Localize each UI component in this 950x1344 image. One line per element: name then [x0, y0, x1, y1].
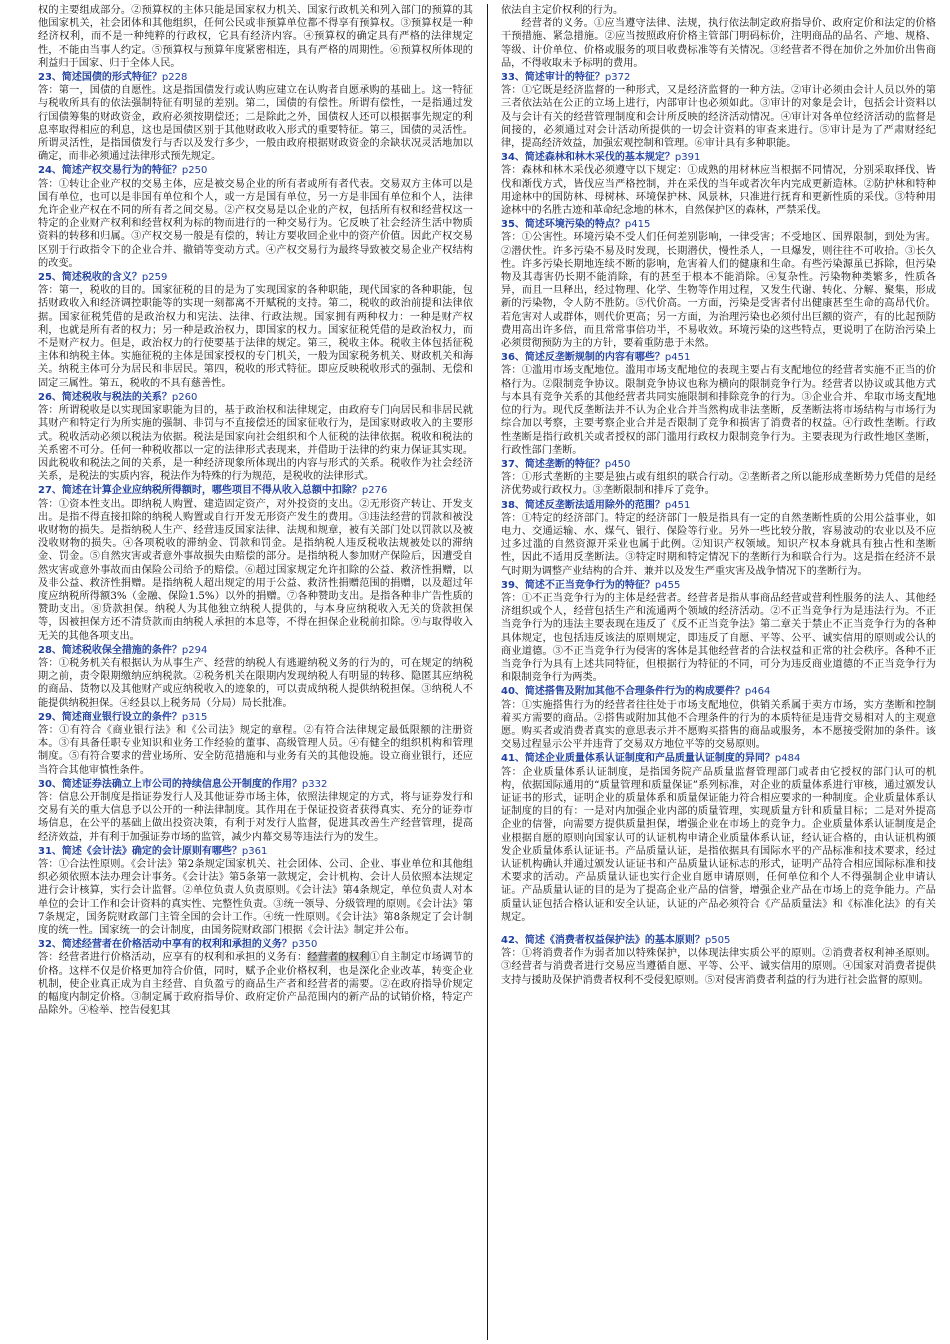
answer-text: 答：①转让企业产权的交易主体，应是被交易企业的所有者或所有者代表。交易双方主体可以是国有单位，也可以是非国有单位和个人，或一方是国有单位，另一方是非国有单位和个人，法律允许企业产权在不同的所有者之间交易。②产权交易是以企业的产权，包括所有权和经营权这一特定的企业财产权利和经营权利为标的物而进行的一种交易行为。它反映了社会经济生活中物质资料的转移和归属。③产权交易一般是有偿的，转让方要收回企业中的资产价值。因此产权交易区别于行政指令下的企业合并、撤销等变动方式。④产权交易行为最终导致被交易企业产权结构的改变。: [38, 178, 473, 269]
question-title-text: 24、简述产权交易行为的特征？: [38, 165, 182, 177]
page-ref: p276: [361, 485, 388, 497]
right-column: [501, 4, 936, 1340]
question-title: [38, 164, 473, 177]
page-ref: p260: [171, 391, 198, 403]
answer-text: 答：①合法性原则。《会计法》第2条规定国家机关、社会团体、公司、企业、事业单位和其他组织必须依照本法办理会计事务。《会计法》第5条第一款规定，会计机构、会计人员依照本法规定进行会计核算，实行会计监督。②单位负责人负责原则。《会计法》第4条规定，单位负责人对本单位的会计工作和会计资料的真实性、完整性负责。③统一领导、分级管理的原则。《会计法》第7条规定，国务院财政部门主管全国的会计工作。④统一性原则。《会计法》第8条规定了会计制度的统一性。国家统一的会计制度，由国务院财政部门根据《会计法》制定并公布。: [38, 859, 473, 937]
page-ref: p415: [624, 219, 651, 231]
page-ref: p455: [654, 579, 681, 591]
question-31: [38, 845, 473, 937]
page-ref: p372: [604, 72, 631, 84]
question-title: [38, 938, 473, 951]
question-title-text: 27、简述在计算企业应纳税所得额时，哪些项目不得从收入总额中扣除？: [38, 485, 362, 497]
question-title: [38, 778, 473, 791]
question-title-text: 23、简述国债的形式特征？: [38, 72, 162, 84]
page-ref: p391: [674, 152, 701, 164]
right-intro-text-2: 经营者的义务。①应当遵守法律、法规，执行依法制定政府指导价、政府定价和法定的价格干预措施、紧急措施。②应当按照政府价格主管部门明码标价，注明商品的品名、产地、规格、等级、计价单位、价格或服务的项目收费标准等有关情况。③经营者不得在加价之外加价出售商品，不得收取未予标明的费用。: [501, 18, 936, 69]
question-title-text: 42、简述《消费者权益保护法》的基本原则？: [501, 935, 705, 947]
question-title-text: 33、简述审计的特征？: [501, 72, 605, 84]
question-title: [501, 579, 936, 592]
question-title-text: 40、简述搭售及附加其他不合理条件行为的构成要件？: [501, 686, 745, 698]
right-intro-text: 依法自主定价权利的行为。: [501, 5, 624, 16]
answer-text: 答：①税务机关有根据认为从事生产、经营的纳税人有逃避纳税义务的行为的，可在规定的纳税期之前，责令限期缴纳应纳税款。②税务机关在限期内发现纳税人有明显的转移、隐匿其应纳税的商品、货物以及其他财产或应纳税收入的迹象的，可以责成纳税人提供纳税担保。③纳税人不能提供纳税担保。④经县以上税务局（分局）局长批准。: [38, 657, 473, 709]
question-title-text: 29、简述商业银行设立的条件？: [38, 711, 182, 723]
question-title: [38, 711, 473, 724]
question-title: [501, 752, 936, 765]
question-title-text: 36、简述反垄断规制的内容有哪些？: [501, 352, 665, 364]
question-23: [38, 71, 473, 163]
question-title: [501, 499, 936, 512]
highlighted-phrase: 经营者的权利: [307, 952, 370, 964]
page-ref: p464: [744, 686, 771, 698]
answer-text: 答：①公害性。环境污染不受人们任何差别影响，一律受害；不受地区、国界限制，到处为害。②潜伏性。许多污染不易及时发现，长期潜伏，慢性杀人，一旦爆发，则往往不可收拾。③长久性。许多污染长期地连续不断的影响，危害着人们的健康和生命。有些污染源虽已拆除，但污染物及其毒害仍长期不能消除，有的甚至于根本不能消除。④复杂性。污染物种类繁多，性质各异，而且一旦释出，经过物理、化学、生物等作用过程，又发生代谢、转化、分解、聚集，形成新的污染物，令人防不胜防。⑤代价高。一方面，污染是受害者付出健康甚至生命的高昂代价。若危害对人或群体，则代价更高；另一方面，为治理污染也必须付出巨额的资产，有的比起预防费用高出许多倍，而且常常事倍功半，不易收效。环境污染的这些特点，更说明了在防治污染上必须贯彻预防为主的方针，要着重防患于未然。: [501, 232, 936, 350]
question-title-text: 32、简述经营者在价格活动中享有的权利和承担的义务？: [38, 939, 292, 951]
page-ref: p451: [664, 352, 691, 364]
question-32: [38, 938, 473, 1017]
answer-text: 答：第一，国债的自愿性。这是指国债发行或认购应建立在认购者自愿承购的基础上。这一特征与税收所具有的依法强制特征有明显的差别。第二，国债的有偿性。所谓有偿性，一是指通过发行国债筹集的财政资金，政府必须按期偿还；二是除此之外，国债权人还可以根据事先规定的利息率取得相应的利息，这也是国债区别于其他财政收入形式的重要特征。第三，国债的灵活性。所谓灵活性，是指国债发行与否以及发行多少，一般由政府根据财政资金的余缺状况灵活地加以确定，而非必须通过法律形式预先规定。: [38, 85, 473, 163]
question-title: [38, 845, 473, 858]
question-title-text: 28、简述税收保全措施的条件？: [38, 644, 182, 656]
question-24: [38, 164, 473, 270]
answer-text: 答：所谓税收是以实现国家职能为目的，基于政治权和法律规定，由政府专门向居民和非居民就其财产和特定行为所实施的强制、非罚与不直接偿还的国家征收行为，是国家财政收入的主要形式。税收活动必须以税法为依据。税法是国家向社会组织和个人征税的法律依据。税收和税法的关系密不可分。任何一种税收都以一定的法律形式表现来，并借助于法律的约束力保证其实现。因此税收和税法之间的关系，是一种经济现象所体现出的内容与形式的关系。税收作为社会经济关系，是税法的实质内容，税法作为特殊的行为规范，是税收的法律形式。: [38, 405, 473, 483]
page-ref: p332: [301, 778, 328, 790]
page-ref: p505: [704, 935, 731, 947]
question-title-text: 37、简述垄断的特征？: [501, 458, 605, 470]
question-41: [501, 752, 936, 924]
answer-text: 答：①形式垄断的主要是独占或有组织的联合行动。②垄断者之所以能形成垄断势力凭借的是经济优势或行政权力。③垄断限制和排斥了竞争。: [501, 472, 936, 497]
question-35: [501, 218, 936, 350]
question-title: [501, 351, 936, 364]
answer-body-text: ①自主制定市场调节的价格。这样不仅是价格更加符合价值，同时，赋予企业价格权利，也是深化企业改革，转变企业机制，使企业真正成为自主经营、自负盈亏的商品生产者和经营者的需要。②在政府指导价规定的幅度内制定价格。③制定属于政府指导价、政府定价产品范围内的新产品的试销价格，特定产品除外。④检举、控告侵犯其: [38, 952, 473, 1017]
answer-text: 答：①滥用市场支配地位。滥用市场支配地位的表现主要占有支配地位的经营者实施不正当的价格行为。②限制竞争协议。限制竞争协议也称为横向的限制竞争行为。经营者以协议或其他方式与本具有竞争关系的其他经营者共同实施限制和排除竞争的行为。③企业合并、牟取市场支配地位的行为。现代反垄断法并不认为企业合并当然构成非法垄断，反垄断法将市场结构与市场行为综合加以考察，主要考察企业合并是否限制了竞争和损害了消费者的权益。④行政性垄断。行政性垄断是指行政机关或者授权的部门滥用行政权力限制竞争行为。主要表现为行政性地区垄断，行政性部门垄断。: [501, 365, 936, 456]
question-42: [501, 934, 936, 987]
page-ref: p361: [241, 845, 268, 857]
answer-text: 答：①有符合《商业银行法》和《公司法》规定的章程。②有符合法律规定最低限额的注册资本。③有具备任职专业知识和业务工作经验的董事、高级管理人员。④有健全的组织机构和管理制度。⑤有符合要求的营业场所、安全防范措施和与业务有关的其他设施。设立商业银行，还应当符合其他审慎性条件。: [38, 724, 473, 776]
question-29: [38, 711, 473, 777]
question-title: [38, 644, 473, 657]
question-title: [38, 484, 473, 497]
page-ref: p450: [604, 458, 631, 470]
question-title: [501, 458, 936, 471]
question-37: [501, 458, 936, 498]
column-divider: [487, 4, 488, 1340]
answer-text: 答：①特定的经济部门。特定的经济部门一般是指具有一定的自然垄断性质的公用公益事业，如电力、交通运输、水、煤气、银行、保险等行业。另外一些比较分散，容易波动的农业以及不应过多过滥的自然资源开采业也属于此例。②知识产权领域。知识产权本身就具有独占性和垄断性，因此不适用反垄断法。③特定时期和特定情况下的垄断行为和联合行为。这是指在经济不景气时期为调整产业结构的合并、兼并以及发生严重灾害及战争情况下的垄断行为。: [501, 512, 936, 577]
question-title: [501, 71, 936, 84]
answer-text: 答：第一，税收的目的。国家征税的目的是为了实现国家的各种职能，现代国家的各种职能，包括财政收入和经济调控职能等的实现一刻都离不开赋税的支持。第二，税收的政治前提和法律依据。国家征税凭借的是政治权力和宪法、法律、行政法规。国家拥有两种权力：一种是财产权利，也就是所有者的权力；另一种是政治权力，即国家的权力。国家征税凭借的是政治权力，而不是财产权力。但是，政治权力的行使要基于法律的规定。第三，税收主体。税收主体包括征税主体和纳税主体。实施征税的主体是国家授权的专门机关，一般为国家税务机关、财政机关和海关。纳税主体可分为居民和非居民。第四，税收的形式特征。即应反映税收形式的强制、无偿和固定三属性。第五，税收的不具有慈善性。: [38, 285, 473, 389]
answer-text: 答：①它既是经济监督的一种形式，又是经济监督的一种方法。②审计必须由会计人员以外的第三者依法站在公正的立场上进行，内部审计也必须如此。③审计的对象是会计，包括会计资料以及与会计有关的经营管理制度和会计所反映的经济活动情况。④审计对各单位经济活动的监督是间接的，必须通过对会计活动所提供的一切会计资料的审查来进行。⑤审计是为了严肃财经纪律，提高经济效益，加强宏观控制和管理。⑥审计具有多种职能。: [501, 85, 936, 150]
answer-text: 答：①不正当竞争行为的主体是经营者。经营者是指从事商品经营或营利性服务的法人、其他经济组织或个人，经营包括生产和流通两个领域的经济活动。②不正当竞争行为是违法行为。不正当竞争行为的违法主要表现在违反了《反不正当竞争法》第二章关于禁止不正当竞争行为的各种具体规定，也包括违反该法的原则规定，即违反了自愿、平等、公平、诚实信用的原则或公认的商业道德。③不正当竞争行为侵害的客体是其他经营者的合法权益和正常的社会秩序。各种不正当竞争行为具有上述共同特征，但根据行为特征的不同，可分为违反商业道德的不正当竞争行为和限制竞争行为两类。: [501, 592, 936, 684]
question-title: [501, 685, 936, 698]
question-title-text: 38、简述反垄断法适用除外的范围？: [501, 499, 665, 511]
page-ref: p250: [181, 165, 208, 177]
question-title-text: 26、简述税收与税法的关系？: [38, 391, 172, 403]
question-title-text: 30、简述证券法确立上市公司的持续信息公开制度的作用？: [38, 778, 302, 790]
page-ref: p294: [181, 644, 208, 656]
answer-text: 答：企业质量体系认证制度，是指国务院产品质量监督管理部门或者由它授权的部门认可的机构，依据国际通用的“质量管理和质量保证”系列标准，对企业的质量体系进行审核，通过颁发认证证书的形式，证明企业的质量体系和质量保证能力符合相应要求的一种制度。企业质量体系认证制度的目的有：一是对内加强企业内部的质量管理，实现质量方针和质量目标；二是对外提高企业的信誉，向需要方提供质量担保，增强企业在市场上的竞争力。企业质量体系认证制度是企业根据自愿的原则向国家认可的认证机构申请企业质量体系认证，经认证合格的，由认证机构颁发企业质量体系认证证书。产品质量认证，是指依据具有国际水平的产品标准和技术要求，经过认证机构确认并通过颁发认证证书和产品质量认证标志的形式，证明产品符合相应国际标准和技术要求的活动。产品质量认证也实行企业自愿申请原则，任何单位和个人不得强制企业申请认证。产品质量认证的目的是为了提高企业产品的信誉，增强企业产品在市场上的竞争能力。产品质量认证包括合格认证和安全认证，认证的产品必须符合《产品质量法》和《标准化法》的有关规定。: [501, 766, 936, 923]
page-ref: p350: [291, 939, 318, 951]
page-ref: p451: [664, 499, 691, 511]
answer-text: 答：森林和林木采伐必须遵守以下规定：①成熟的用材林应当根据不同情况，分别采取择伐、皆伐和渐伐方式，皆伐应当严格控制，并在采伐的当年或者次年内完成更新造林。②防护林和特种用途林中的国防林、母树林、环境保护林、风景林，只准进行抚育和更新性质的采伐。③特种用途林中的名胜古迹和革命纪念地的林木，自然保护区的森林，严禁采伐。: [501, 165, 936, 217]
question-36: [501, 351, 936, 457]
question-title-text: 31、简述《会计法》确定的会计原则有哪些？: [38, 845, 242, 857]
answer-text: 答：①将消费者作为弱者加以特殊保护，以体现法律实质公平的原则。②消费者权利神圣原则。③经营者与消费者进行交易应当遵循自愿、平等、公平、诚实信用的原则。④国家对消费者提供支持与援助及保护消费者权利不受侵犯原则。⑤对侵害消费者利益的行为进行社会监督的原则。: [501, 948, 936, 986]
question-title: [38, 391, 473, 404]
question-title: [38, 71, 473, 84]
question-27: [38, 484, 473, 642]
two-column-body: [38, 4, 936, 1340]
question-title: [501, 218, 936, 231]
answer-text: 答：①资本性支出。即纳税人购置、建造固定资产，对外投资的支出。②无形资产转让、开发支出。是指不得直接扣除的纳税人购置或自行开发无形资产发生的费用。③违法经营的罚款和被没收财物的损失。是指纳税人生产、经营违反国家法律、法规和规章，被有关部门处以罚款以及被没收财物的损失。④各项税收的滞纳金、罚款和罚金。是指纳税人违反税收法规被处以的滞纳金、罚金。⑤自然灾害或者意外事故损失由赔偿的部分。是指纳税人参加财产保险后，因遭受自然灾害或意外事故而由保险公司给予的赔偿。⑥超过国家规定允许扣除的公益、救济性捐赠，以及非公益、救济性捐赠。是指纳税人超出规定的用于公益、救济性捐赠范围的捐赠，以及超过年度应纳税所得额3%（金融、保险1.5%）以外的捐赠。⑦各种赞助支出。是指各种非广告性质的赞助支出。⑧贷款担保。纳税人为其他独立纳税人提供的，与本身应纳税收入无关的贷款担保等，因被担保方还不清贷款而由纳税人承担的本息等，不得在担保企业税前扣除。⑨与取得收入无关的其他各项支出。: [38, 498, 473, 642]
question-26: [38, 391, 473, 483]
question-title-text: 25、简述税收的含义？: [38, 272, 142, 284]
question-25: [38, 271, 473, 390]
page-ref: p315: [181, 711, 208, 723]
question-title: [501, 151, 936, 164]
answer-text: 答：信息公开制度是指证券发行人及其他证券市场主体，依照法律规定的方式，将与证券发行和交易有关的重大信息予以公开的一种法律制度。其作用在于保证投资者获得真实、充分的证券市场信息，在公平的基础上做出投资决策，有利于对发行人监督，促进其改善生产经营管理，提高经济效益，并有利于加强证券市场的监管，减少内幕交易等违法行为的发生。: [38, 791, 473, 843]
left-intro-text: 权的主要组成部分。②预算权的主体只能是国家权力机关、国家行政机关和列入部门的预算的其他国家机关，社会团体和其他组织，任何公民或非预算单位都不得享有预算权。③预算权是一种经济权利，而不是一种纯粹的行政权，它具有经济内容。④预算权的确定具有严格的法律规定性，不能由当事人约定。⑤预算权与预算年度紧密相连，具有严格的周期性。⑥预算权所体现的利益归于国家、归于全体人民。: [38, 5, 473, 69]
question-title-text: 34、简述森林和林木采伐的基本规定？: [501, 152, 675, 164]
question-title: [38, 271, 473, 284]
question-39: [501, 579, 936, 685]
question-33: [501, 71, 936, 150]
question-28: [38, 644, 473, 710]
page-ref: p484: [774, 753, 801, 765]
question-38: [501, 499, 936, 578]
question-title-text: 39、简述不正当竞争行为的特征？: [501, 579, 655, 591]
question-34: [501, 151, 936, 217]
left-column: [38, 4, 473, 1340]
question-40: [501, 685, 936, 751]
question-title-text: 41、简述企业质量体系认证制度和产品质量认证制度的异同？: [501, 753, 775, 765]
answer-lead-text: 答：经营者进行价格活动，应享有的权利和承担的义务有：: [38, 952, 308, 964]
question-30: [38, 778, 473, 844]
page-ref: p259: [141, 272, 168, 284]
question-title-text: 35、简述环境污染的特点？: [501, 219, 625, 231]
answer-text: [38, 951, 473, 1017]
answer-text: 答：①实施搭售行为的经营者往往处于市场支配地位，供销关系属于卖方市场，实方垄断和控制着买方需要的商品。②搭售或附加其他不合理条件的行为的本质特征是违背交易相对人的主观意愿。购买者或消费者真实的意思表示并不愿购买搭售的商品或服务，本不愿接受附加的条件。该交易过程显示公平并违背了交易双方地位平等的交易原则。: [501, 699, 936, 751]
page-ref: p228: [161, 72, 188, 84]
question-title: [501, 934, 936, 947]
